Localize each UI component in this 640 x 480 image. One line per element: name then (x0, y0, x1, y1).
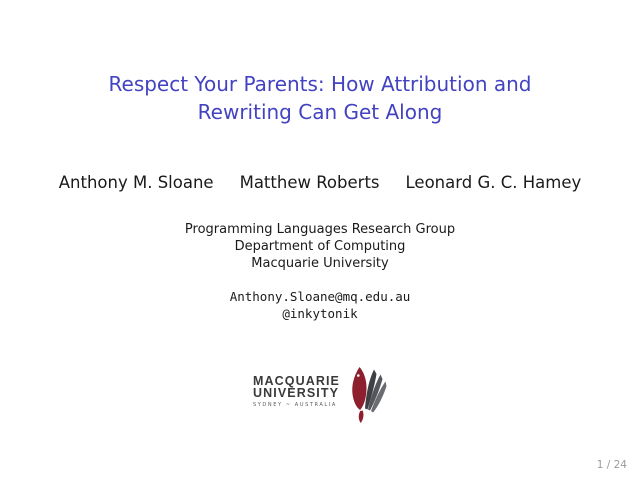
contact-email: Anthony.Sloane@mq.edu.au (229, 289, 411, 304)
author-name-1: Anthony M. Sloane (58, 173, 214, 192)
institute-block (0, 221, 640, 272)
slide-title (0, 70, 640, 126)
contact-twitter-handle: @inkytonik (282, 306, 358, 321)
author-name-3: Leonard G. C. Hamey (405, 173, 582, 192)
logo-tagline: SYDNEY ~ AUSTRALIA (253, 402, 337, 408)
institute-line-2: Department of Computing (234, 239, 406, 254)
slide-title-line-1: Respect Your Parents: How Attribution and (108, 72, 532, 96)
macquarie-logo-wordmark (253, 375, 340, 408)
frame-number: 1 / 24 (596, 459, 627, 471)
authors-row (0, 173, 640, 192)
macquarie-university-logo (0, 366, 640, 424)
author-name-2: Matthew Roberts (239, 173, 380, 192)
macquarie-logo-mark-icon (347, 366, 387, 424)
institute-line-3: Macquarie University (251, 256, 389, 271)
logo-wordmark-line-1: MACQUARIE (253, 374, 340, 388)
logo-wordmark-line-2: UNIVERSITY (253, 386, 340, 400)
contact-block (0, 288, 640, 322)
slide-title-line-2: Rewriting Can Get Along (197, 100, 443, 124)
institute-line-1: Programming Languages Research Group (184, 222, 456, 237)
